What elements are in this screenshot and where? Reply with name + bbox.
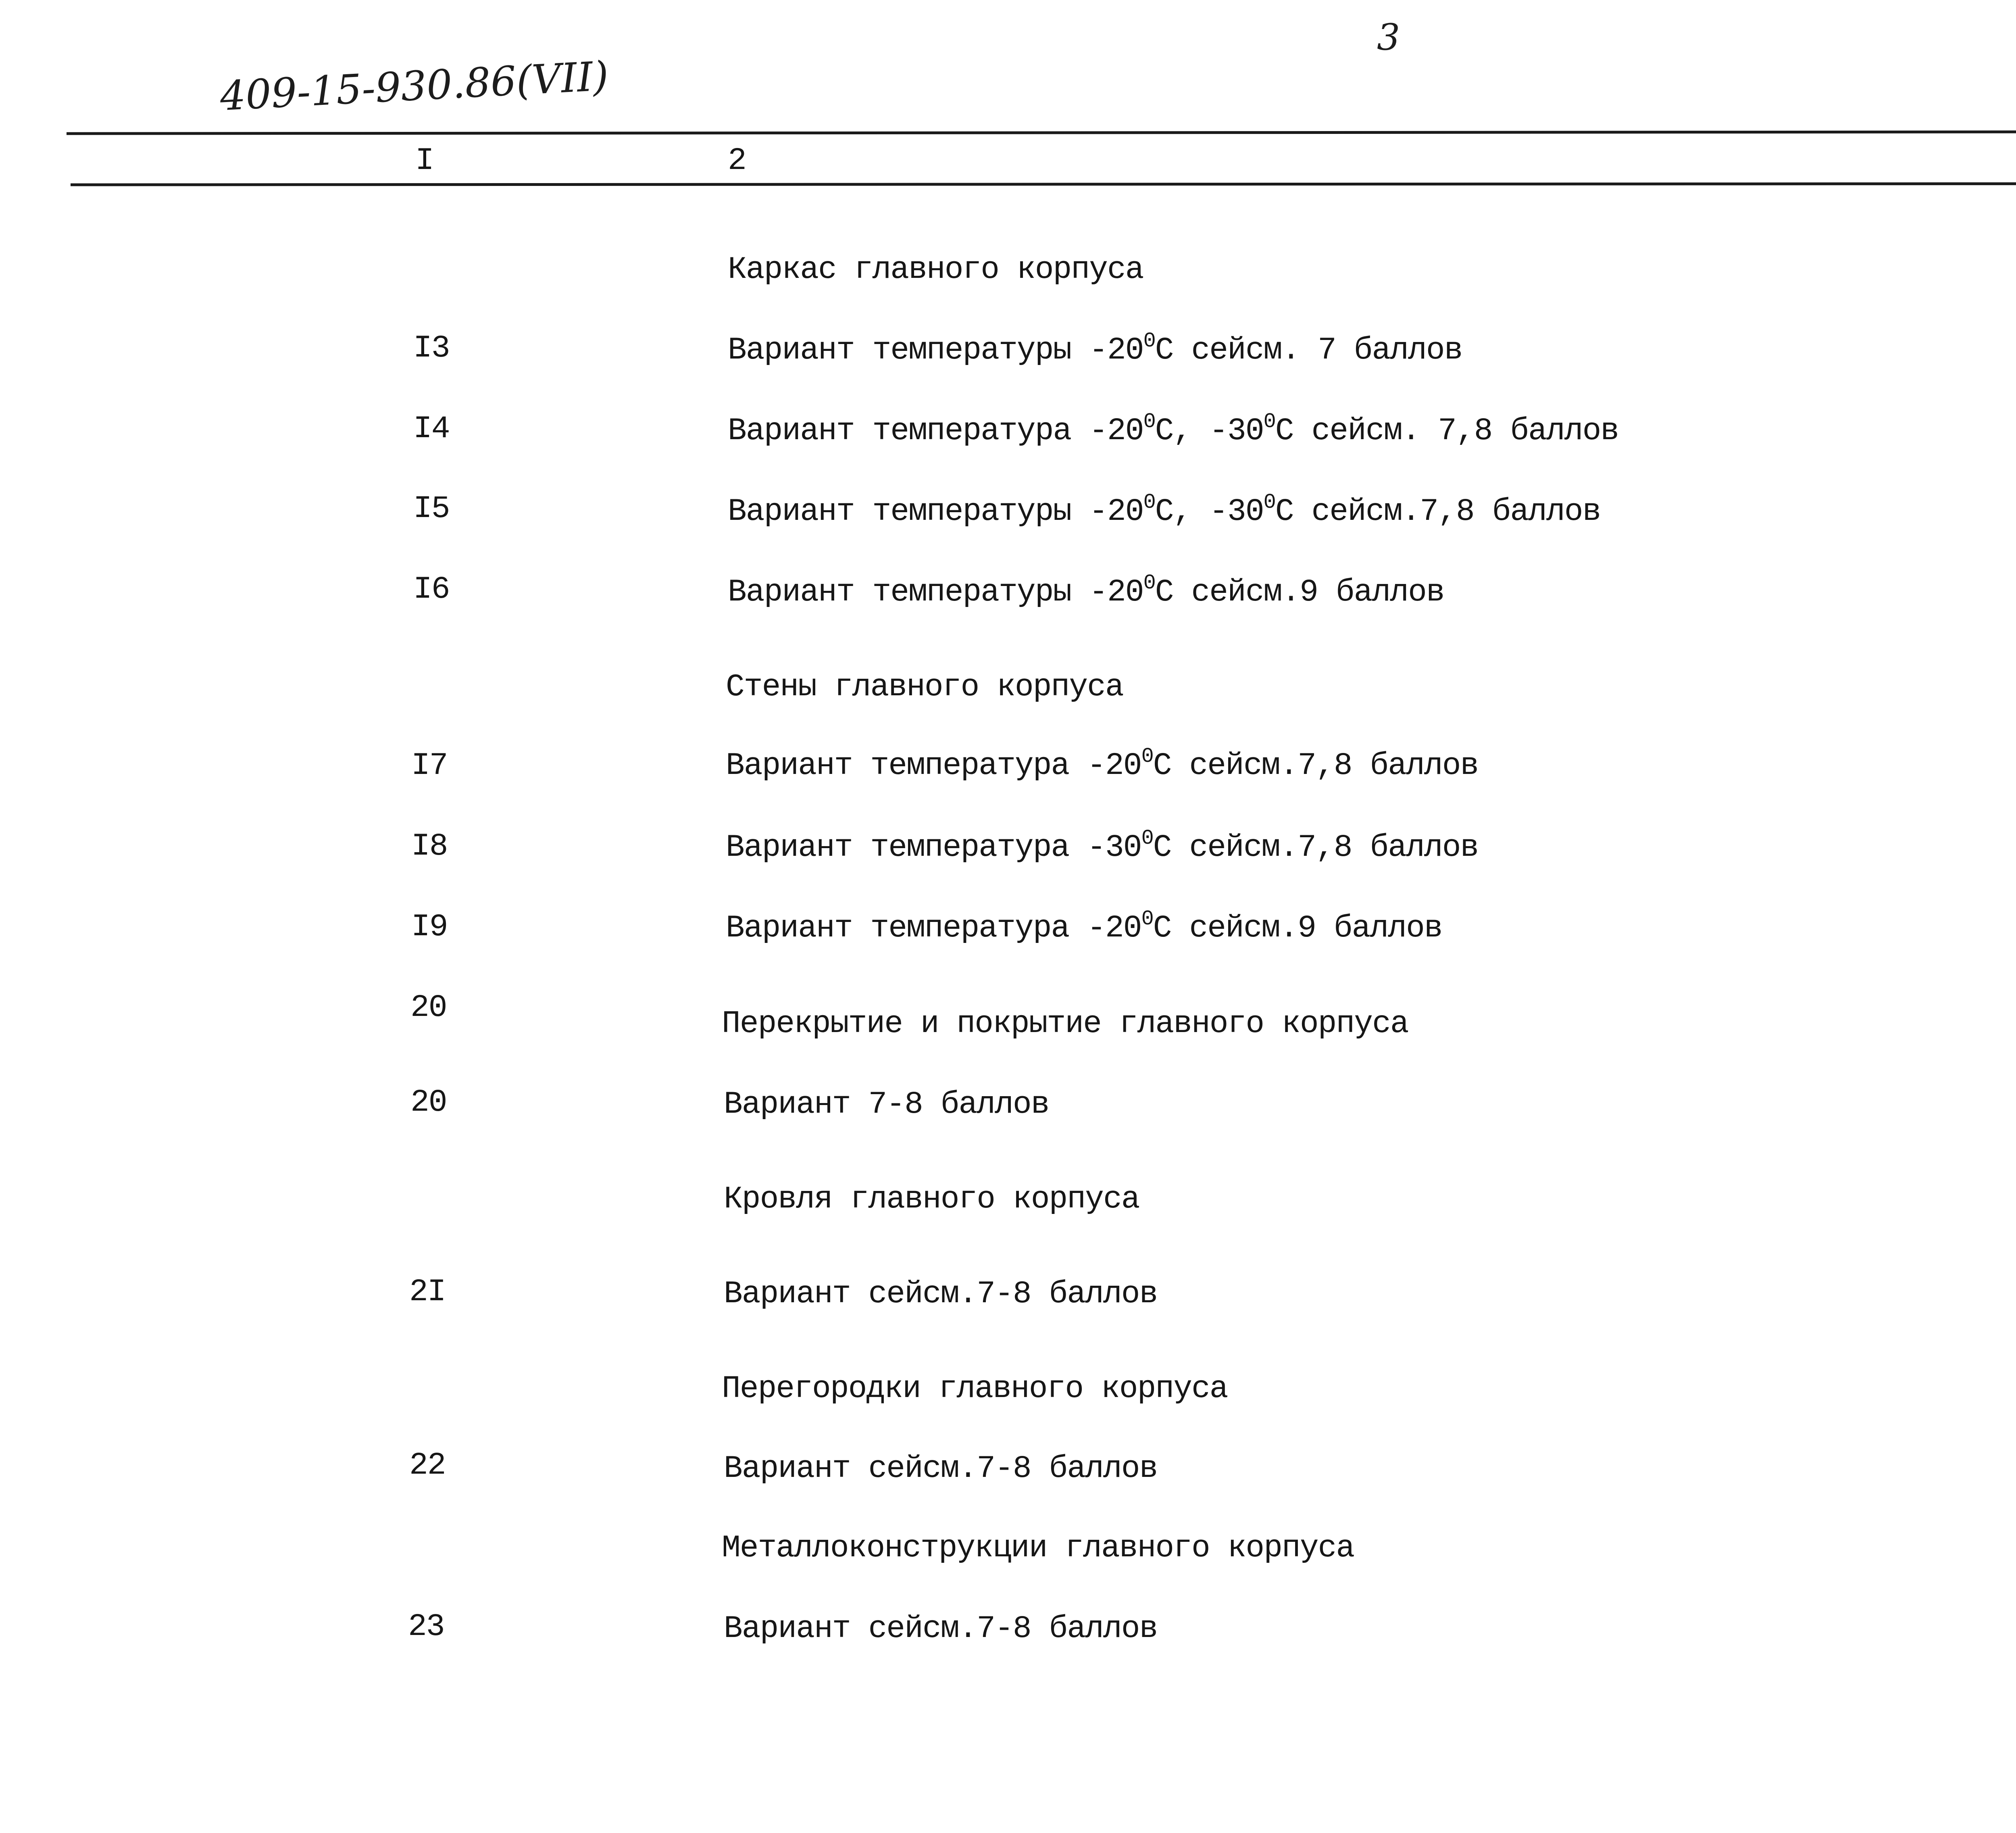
row-number: 20 <box>410 1085 447 1120</box>
row-number: 23 <box>408 1609 444 1645</box>
row-description: Вариант сейсм.7-8 баллов <box>724 1451 1158 1487</box>
column-header-1: I <box>415 143 433 179</box>
section-heading: Стены главного корпуса <box>726 669 1123 705</box>
row-number: I7 <box>411 748 448 784</box>
row-number: I6 <box>413 572 450 607</box>
row-number: I5 <box>413 491 450 527</box>
header-top-rule <box>67 130 2016 135</box>
row-description: Вариант температура $-30^0С$ сейсм.7,8 баллов <box>726 826 1479 865</box>
page-number: 3 <box>1377 16 1400 58</box>
section-heading: Кровля главного корпуса <box>724 1182 1139 1217</box>
row-description: Вариант температура $-20^0С$ сейсм.7,8 баллов <box>726 744 1479 784</box>
row-description: Вариант температура $-20^0С$ сейсм.9 баллов <box>726 907 1442 946</box>
row-number: I9 <box>411 909 448 945</box>
section-heading: Перегородки главного корпуса <box>722 1371 1228 1407</box>
row-description: Вариант 7-8 баллов <box>724 1087 1049 1122</box>
row-description: Вариант температуры $-20^0С$, $-30^0С$ сейсм.7,8 баллов <box>728 490 1601 530</box>
row-number: I4 <box>413 411 450 447</box>
row-number: I3 <box>413 331 450 366</box>
row-description: Вариант температура $-20^0С$, $-30^0С$ сейсм. 7,8 баллов <box>728 410 1619 449</box>
section-heading: Перекрытие и покрытие главного корпуса <box>722 1006 1408 1042</box>
row-description: Вариант сейсм.7-8 баллов <box>724 1276 1158 1312</box>
row-number: 2I <box>409 1274 446 1310</box>
document-code: 409-15-930.86(VII) <box>219 52 610 120</box>
section-heading: Металлоконструкции главного корпуса <box>722 1531 1354 1566</box>
section-number: 20 <box>410 990 447 1026</box>
header-bottom-rule <box>71 182 2016 186</box>
column-header-2: 2 <box>728 143 746 179</box>
row-description: Вариант температуры $-20^0С$ сейсм.9 баллов <box>728 571 1444 610</box>
row-description: Вариант сейсм.7-8 баллов <box>724 1611 1158 1647</box>
section-heading: Каркас главного корпуса <box>728 252 1143 288</box>
row-description: Вариант температуры $-20^0С$ сейсм. 7 баллов <box>728 329 1462 368</box>
row-number: 22 <box>409 1448 446 1483</box>
row-number: I8 <box>411 829 448 864</box>
